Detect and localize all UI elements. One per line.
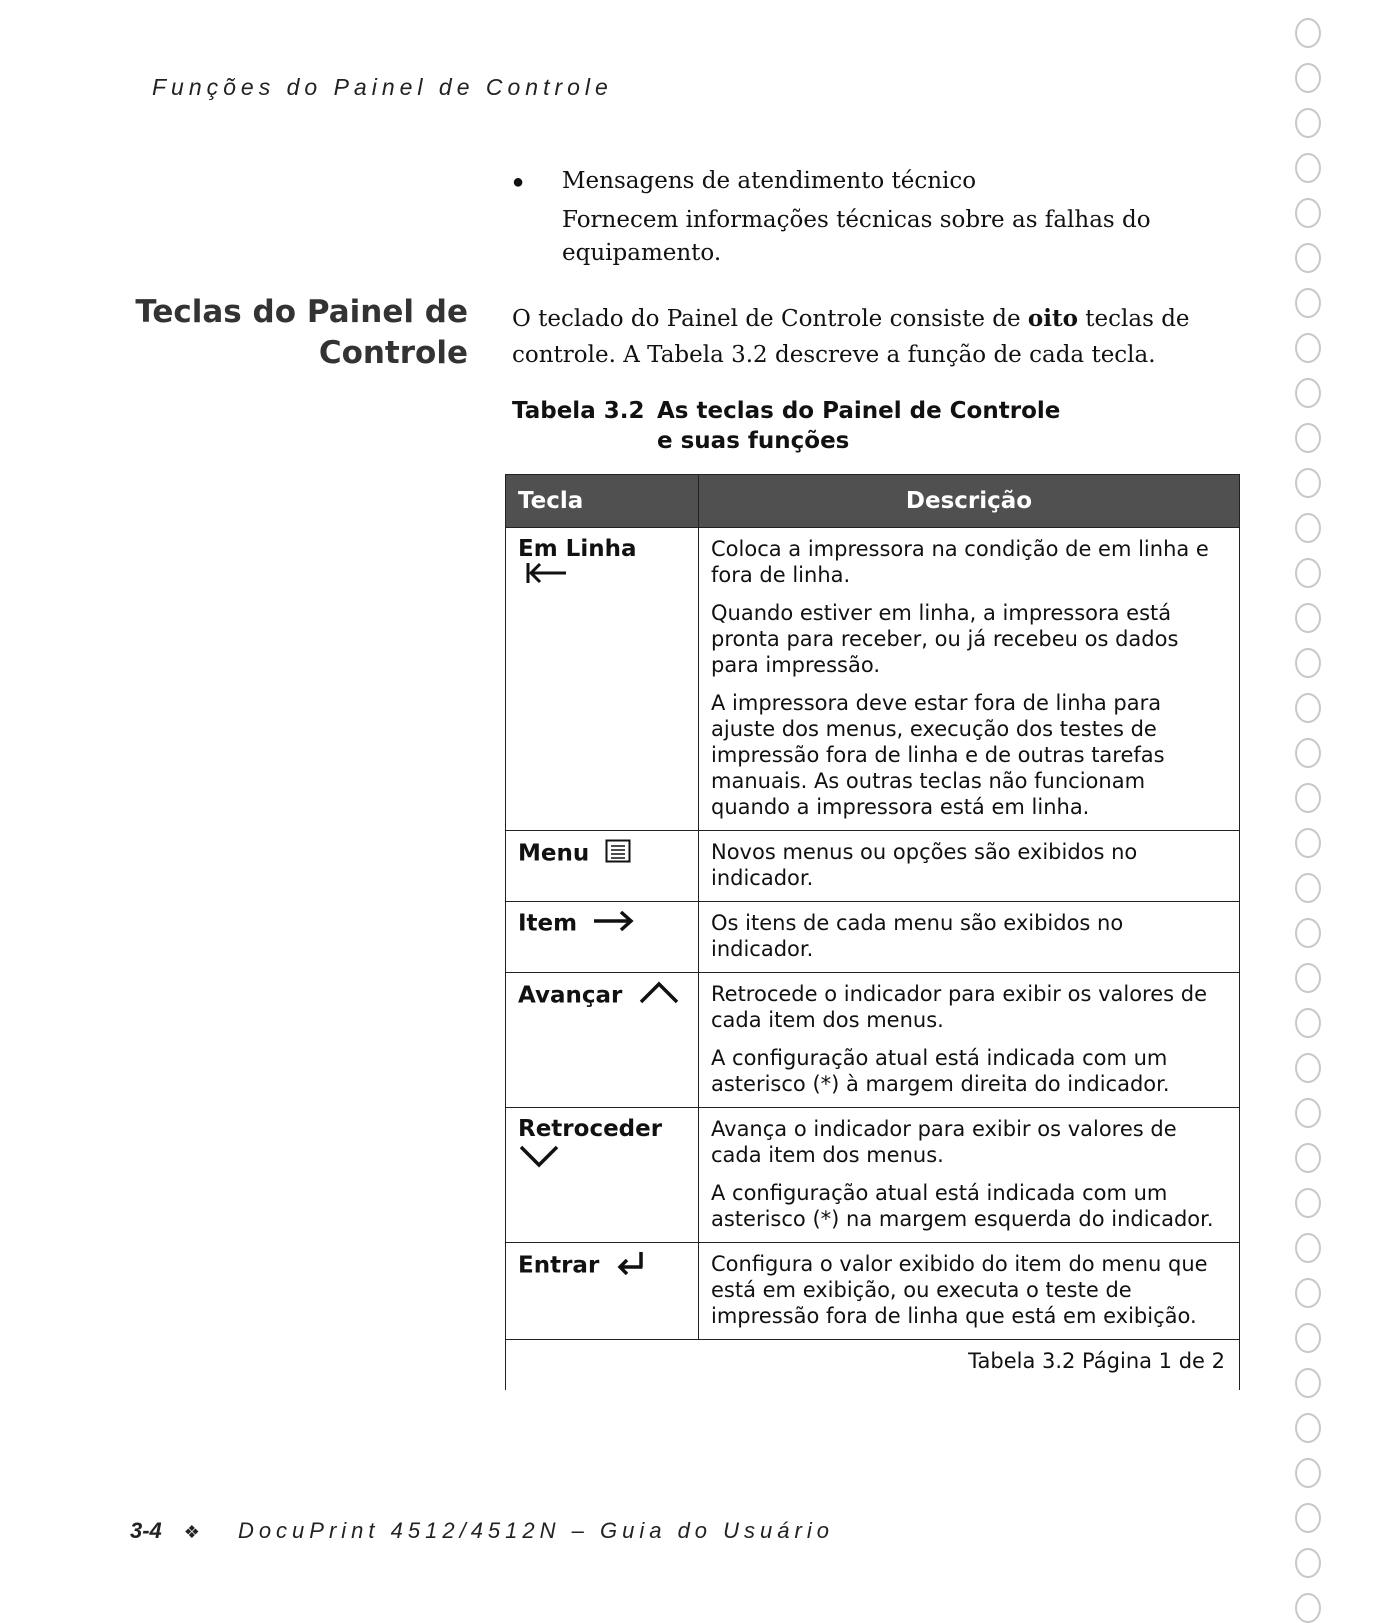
key-label: Menu <box>518 840 590 867</box>
binding-hole <box>1295 1143 1321 1173</box>
binding-hole <box>1295 1098 1321 1128</box>
binding-hole <box>1295 1593 1321 1623</box>
binding-hole <box>1295 468 1321 498</box>
binding-hole <box>1295 198 1321 228</box>
key-label: Item <box>518 910 578 937</box>
table-row <box>506 528 1240 831</box>
menu-icon <box>605 839 631 869</box>
key-label: Avançar <box>518 982 623 1009</box>
binding-hole <box>1295 333 1321 363</box>
key-cell <box>506 973 699 1108</box>
binding-hole <box>1295 1503 1321 1533</box>
intro-text-after: teclas de controle. A Tabela 3.2 descreve a função de cada tecla. <box>512 306 1190 368</box>
binding-hole <box>1295 1233 1321 1263</box>
table-row <box>506 1108 1240 1243</box>
description-paragraph: A impressora deve estar fora de linha para ajuste dos menus, execução dos testes de impressão fora de linha e de outras tarefas manuais. As outras teclas não funcionam quando a impressora está em linha. <box>711 691 1165 819</box>
bullet-item <box>512 168 1192 270</box>
intro-text-before: O teclado do Painel de Controle consiste de <box>512 306 1028 332</box>
table-row <box>506 902 1240 973</box>
description-cell <box>699 831 1240 902</box>
table-caption-title <box>657 396 1060 456</box>
table-footer: Tabela 3.2 Página 1 de 2 <box>506 1340 1240 1391</box>
binding-hole <box>1295 423 1321 453</box>
key-cell <box>506 528 699 831</box>
key-cell <box>506 831 699 902</box>
binding-hole <box>1295 783 1321 813</box>
bullet-dot: ● <box>512 171 525 193</box>
binding-hole <box>1295 18 1321 48</box>
binding-hole <box>1295 513 1321 543</box>
chevron-down-icon <box>518 1144 560 1174</box>
description-paragraph: Quando estiver em linha, a impressora está pronta para receber, ou já recebeu os dados para impressão. <box>711 601 1179 677</box>
spiral-binding <box>1295 18 1325 1578</box>
description-cell <box>699 902 1240 973</box>
binding-hole <box>1295 963 1321 993</box>
description-paragraph: Os itens de cada menu são exibidos no indicador. <box>711 911 1124 961</box>
table-caption-line2: e suas funções <box>657 428 850 454</box>
binding-hole <box>1295 693 1321 723</box>
binding-hole <box>1295 1008 1321 1038</box>
binding-hole <box>1295 648 1321 678</box>
description-cell <box>699 973 1240 1108</box>
description-cell <box>699 1243 1240 1340</box>
description-paragraph: A configuração atual está indicada com um asterisco (*) à margem direita do indicador. <box>711 1046 1170 1096</box>
online-arrow-icon <box>526 562 568 590</box>
intro-paragraph <box>512 301 1212 373</box>
binding-hole <box>1295 288 1321 318</box>
table-row <box>506 1243 1240 1340</box>
binding-hole <box>1295 243 1321 273</box>
description-cell <box>699 528 1240 831</box>
table-caption-line1: As teclas do Painel de Controle <box>657 398 1061 424</box>
bullet-body: Fornecem informações técnicas sobre as falhas do equipamento. <box>562 207 1151 266</box>
diamond-icon: ❖ <box>183 1522 200 1542</box>
description-paragraph: Avança o indicador para exibir os valores de cada item dos menus. <box>711 1117 1177 1167</box>
page-footer <box>130 1518 834 1544</box>
key-cell <box>506 1108 699 1243</box>
header-key: Tecla <box>506 475 699 528</box>
binding-hole <box>1295 63 1321 93</box>
binding-hole <box>1295 1323 1321 1353</box>
keys-table <box>505 474 1240 1390</box>
key-label: Retroceder <box>518 1116 663 1142</box>
table-caption <box>512 396 1060 456</box>
key-label: Em Linha <box>518 536 637 562</box>
footer-title: DocuPrint 4512/4512N – Guia do Usuário <box>237 1518 834 1543</box>
binding-hole <box>1295 603 1321 633</box>
binding-hole <box>1295 738 1321 768</box>
bullet-title: Mensagens de atendimento técnico <box>562 168 977 194</box>
running-head: Funções do Painel de Controle <box>152 74 613 100</box>
description-paragraph: Novos menus ou opções são exibidos no indicador. <box>711 840 1138 890</box>
description-cell <box>699 1108 1240 1243</box>
table-row <box>506 831 1240 902</box>
description-paragraph: Coloca a impressora na condição de em linha e fora de linha. <box>711 537 1209 587</box>
binding-hole <box>1295 153 1321 183</box>
section-heading-line1: Teclas do Painel de <box>135 294 468 330</box>
key-cell <box>506 1243 699 1340</box>
binding-hole <box>1295 1368 1321 1398</box>
section-heading <box>100 292 468 374</box>
binding-hole <box>1295 1278 1321 1308</box>
table-header-row <box>506 475 1240 528</box>
binding-hole <box>1295 1548 1321 1578</box>
key-cell <box>506 902 699 973</box>
table-row <box>506 973 1240 1108</box>
binding-hole <box>1295 828 1321 858</box>
chevron-up-icon <box>638 981 680 1011</box>
key-label: Entrar <box>518 1252 600 1279</box>
section-heading-line2: Controle <box>318 335 468 371</box>
right-arrow-icon <box>593 910 635 938</box>
description-paragraph: Retrocede o indicador para exibir os valores de cada item dos menus. <box>711 982 1208 1032</box>
intro-text-bold: oito <box>1027 305 1078 332</box>
binding-hole <box>1295 918 1321 948</box>
binding-hole <box>1295 108 1321 138</box>
binding-hole <box>1295 1413 1321 1443</box>
binding-hole <box>1295 378 1321 408</box>
page-number: 3-4 <box>130 1518 162 1543</box>
header-description: Descrição <box>699 475 1240 528</box>
binding-hole <box>1295 558 1321 588</box>
binding-hole <box>1295 1053 1321 1083</box>
binding-hole <box>1295 1188 1321 1218</box>
binding-hole <box>1295 873 1321 903</box>
description-paragraph: Configura o valor exibido do item do menu que está em exibição, ou executa o teste de impressão fora de linha que está em exibição. <box>711 1252 1208 1328</box>
enter-icon <box>615 1251 645 1281</box>
table-footer-row <box>506 1340 1240 1391</box>
description-paragraph: A configuração atual está indicada com um asterisco (*) na margem esquerda do indicador. <box>711 1181 1214 1231</box>
table-caption-number: Tabela 3.2 <box>512 398 645 424</box>
binding-hole <box>1295 1458 1321 1488</box>
